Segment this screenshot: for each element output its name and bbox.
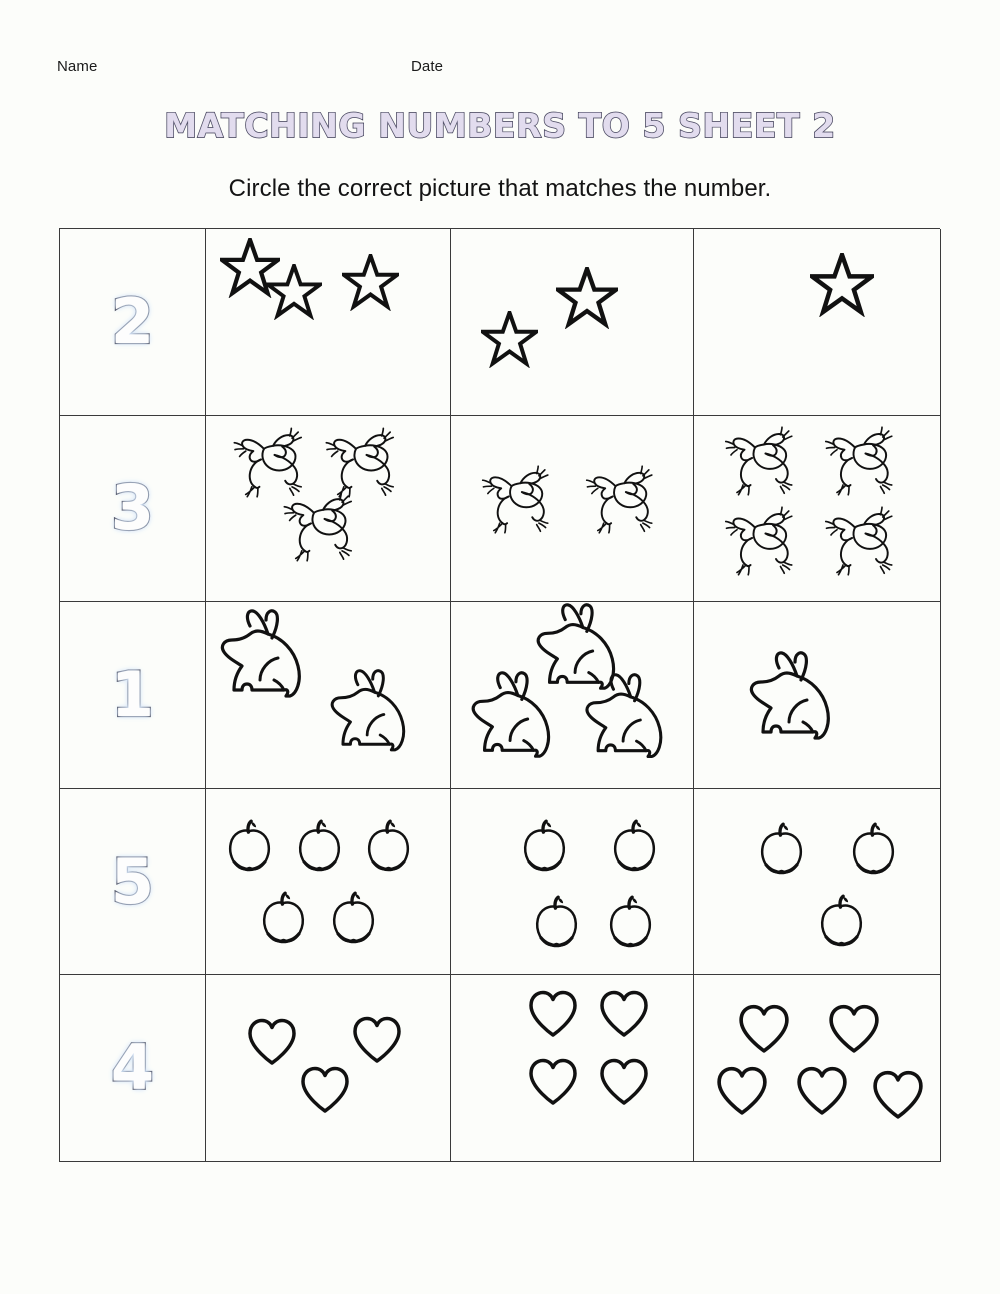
picture-group bbox=[694, 789, 940, 975]
heart-icon bbox=[794, 1065, 850, 1117]
heart-icon bbox=[597, 1057, 651, 1107]
heart-icon bbox=[826, 1003, 882, 1055]
date-label: Date bbox=[411, 58, 444, 75]
heart-icon bbox=[350, 1015, 404, 1065]
apple-icon bbox=[846, 821, 901, 878]
picture-choice-cell[interactable] bbox=[694, 975, 941, 1162]
picture-group bbox=[206, 602, 450, 788]
frog-icon bbox=[806, 422, 910, 497]
picture-group bbox=[206, 229, 450, 415]
star-icon bbox=[266, 264, 322, 320]
frog-icon bbox=[567, 461, 670, 535]
picture-group bbox=[451, 416, 693, 602]
number-cell bbox=[60, 975, 206, 1162]
rabbit-icon bbox=[208, 608, 316, 708]
rabbit-icon bbox=[319, 668, 419, 761]
picture-choice-cell[interactable] bbox=[451, 229, 694, 416]
frog-icon bbox=[706, 502, 810, 577]
picture-group bbox=[451, 789, 693, 975]
page-title: MATCHING NUMBERS TO 5 SHEET 2 bbox=[164, 106, 836, 145]
picture-choice-cell[interactable] bbox=[694, 416, 941, 603]
frog-icon bbox=[264, 487, 370, 563]
frog-icon bbox=[706, 422, 810, 497]
heart-icon bbox=[526, 1057, 580, 1107]
picture-choice-cell[interactable] bbox=[694, 602, 941, 789]
apple-icon bbox=[517, 818, 572, 875]
picture-choice-cell[interactable] bbox=[451, 975, 694, 1162]
apple-icon bbox=[326, 890, 381, 947]
heart-icon bbox=[736, 1003, 792, 1055]
picture-choice-cell[interactable] bbox=[206, 602, 451, 789]
picture-choice-cell[interactable] bbox=[206, 789, 451, 976]
apple-icon bbox=[754, 821, 809, 878]
apple-icon bbox=[607, 818, 662, 875]
picture-choice-cell[interactable] bbox=[451, 416, 694, 603]
rabbit-icon bbox=[573, 672, 677, 768]
picture-choice-cell[interactable] bbox=[206, 229, 451, 416]
picture-group bbox=[206, 416, 450, 602]
page-title-wrap bbox=[0, 106, 1000, 145]
target-number: 2 bbox=[110, 284, 155, 358]
target-number: 4 bbox=[110, 1031, 155, 1105]
number-cell bbox=[60, 789, 206, 976]
heart-icon bbox=[597, 989, 651, 1039]
apple-icon bbox=[222, 818, 277, 875]
name-label: Name bbox=[57, 58, 98, 75]
picture-choice-cell[interactable] bbox=[206, 416, 451, 603]
number-cell bbox=[60, 416, 206, 603]
target-number: 5 bbox=[110, 844, 155, 918]
heart-icon bbox=[298, 1065, 352, 1115]
star-icon bbox=[810, 253, 874, 317]
picture-group bbox=[451, 975, 693, 1161]
picture-group bbox=[451, 229, 693, 415]
apple-icon bbox=[814, 893, 869, 950]
frog-icon bbox=[806, 502, 910, 577]
number-cell bbox=[60, 229, 206, 416]
heart-icon bbox=[526, 989, 580, 1039]
apple-icon bbox=[361, 818, 416, 875]
apple-icon bbox=[603, 894, 658, 951]
apple-icon bbox=[256, 890, 311, 947]
picture-choice-cell[interactable] bbox=[694, 789, 941, 976]
heart-icon bbox=[714, 1065, 770, 1117]
apple-icon bbox=[292, 818, 347, 875]
target-number: 1 bbox=[110, 657, 155, 731]
number-cell bbox=[60, 602, 206, 789]
picture-group bbox=[206, 789, 450, 975]
picture-group bbox=[694, 602, 940, 788]
star-icon bbox=[556, 267, 618, 329]
instruction-text: Circle the correct picture that matches the number. bbox=[228, 175, 772, 202]
picture-choice-cell[interactable] bbox=[451, 602, 694, 789]
apple-icon bbox=[529, 894, 584, 951]
picture-choice-cell[interactable] bbox=[451, 789, 694, 976]
picture-group bbox=[206, 975, 450, 1161]
picture-choice-cell[interactable] bbox=[694, 229, 941, 416]
picture-group bbox=[694, 975, 940, 1161]
picture-group bbox=[694, 416, 940, 602]
worksheet-grid bbox=[59, 228, 940, 1162]
worksheet-header bbox=[0, 58, 1000, 82]
picture-group bbox=[694, 229, 940, 415]
heart-icon bbox=[245, 1017, 299, 1067]
heart-icon bbox=[870, 1069, 926, 1121]
picture-choice-cell[interactable] bbox=[206, 975, 451, 1162]
star-icon bbox=[481, 311, 538, 368]
star-icon bbox=[342, 254, 399, 311]
target-number: 3 bbox=[110, 471, 155, 545]
picture-group bbox=[451, 602, 693, 788]
rabbit-icon bbox=[737, 650, 845, 750]
frog-icon bbox=[463, 461, 566, 535]
rabbit-icon bbox=[459, 670, 565, 768]
